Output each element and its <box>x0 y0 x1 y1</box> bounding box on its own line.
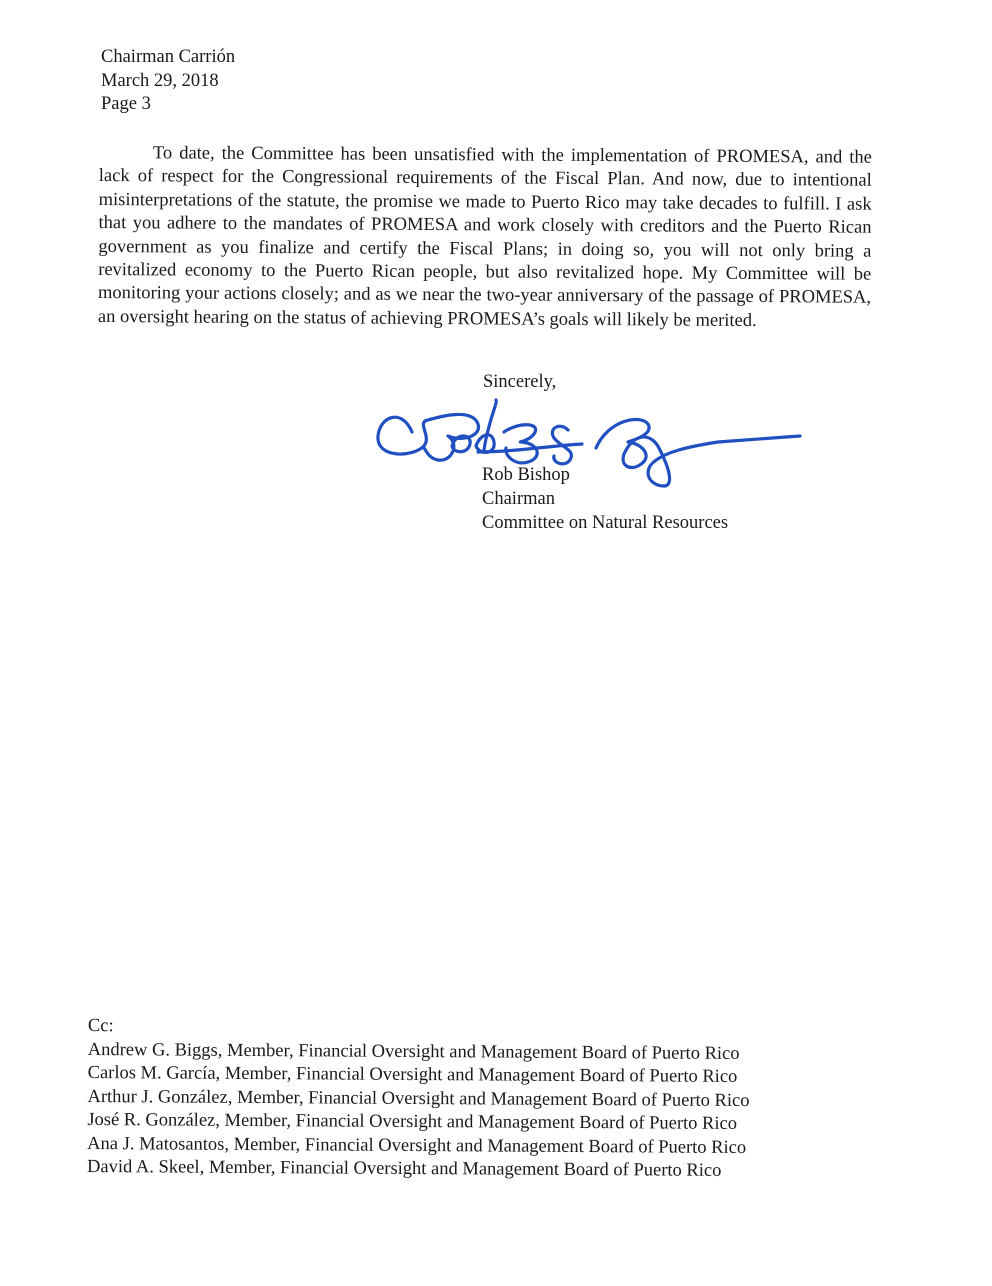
body-paragraph: To date, the Committee has been unsatisfied with the implementation of PROMESA, and the lack of respect for the Congressional requirements of the Fiscal Plan. And now, due to intentional misinterpretations of the statute, the promise we made to Puerto Rico may take decades to fulfill. I ask that you adhere to the mandates of PROMESA and work closely with creditors and the Puerto Rican government as you finalize and certify the Fiscal Plans; in doing so, you will not only bring a revitalized economy to the Puerto Rican people, but also revitalized hope. My Committee will be monitoring your actions closely; and as we near the two-year anniversary of the passage of PROMESA, an oversight hearing on the status of achieving PROMESA’s goals will likely be merited. <box>97 143 872 331</box>
cc-recipient: David A. Skeel, Member, Financial Oversight and Management Board of Puerto Rico <box>87 1156 722 1181</box>
signer-block <box>482 463 728 535</box>
date-line: March 29, 2018 <box>101 70 219 91</box>
cc-recipient: Andrew G. Biggs, Member, Financial Oversight and Management Board of Puerto Rico <box>87 1039 740 1064</box>
signer-title: Chairman <box>482 489 555 509</box>
page-number-line: Page 3 <box>101 94 151 114</box>
cc-recipient: Ana J. Matosantos, Member, Financial Oversight and Management Board of Puerto Rico <box>87 1133 747 1158</box>
cc-block <box>87 1015 750 1184</box>
signer-committee: Committee on Natural Resources <box>482 513 729 533</box>
signer-name: Rob Bishop <box>482 465 570 485</box>
letter-header <box>101 46 235 117</box>
cc-label: Cc: <box>87 1016 114 1037</box>
signature-stroke <box>504 425 537 463</box>
cc-recipient: José R. González, Member, Financial Oversight and Management Board of Puerto Rico <box>87 1109 738 1134</box>
cc-recipient: Arthur J. González, Member, Financial Oversight and Management Board of Puerto Rico <box>87 1086 750 1111</box>
cc-recipient: Carlos M. García, Member, Financial Oversight and Management Board of Puerto Rico <box>87 1062 738 1087</box>
addressee-line: Chairman Carrión <box>101 47 236 67</box>
valediction: Sincerely, <box>483 372 557 392</box>
